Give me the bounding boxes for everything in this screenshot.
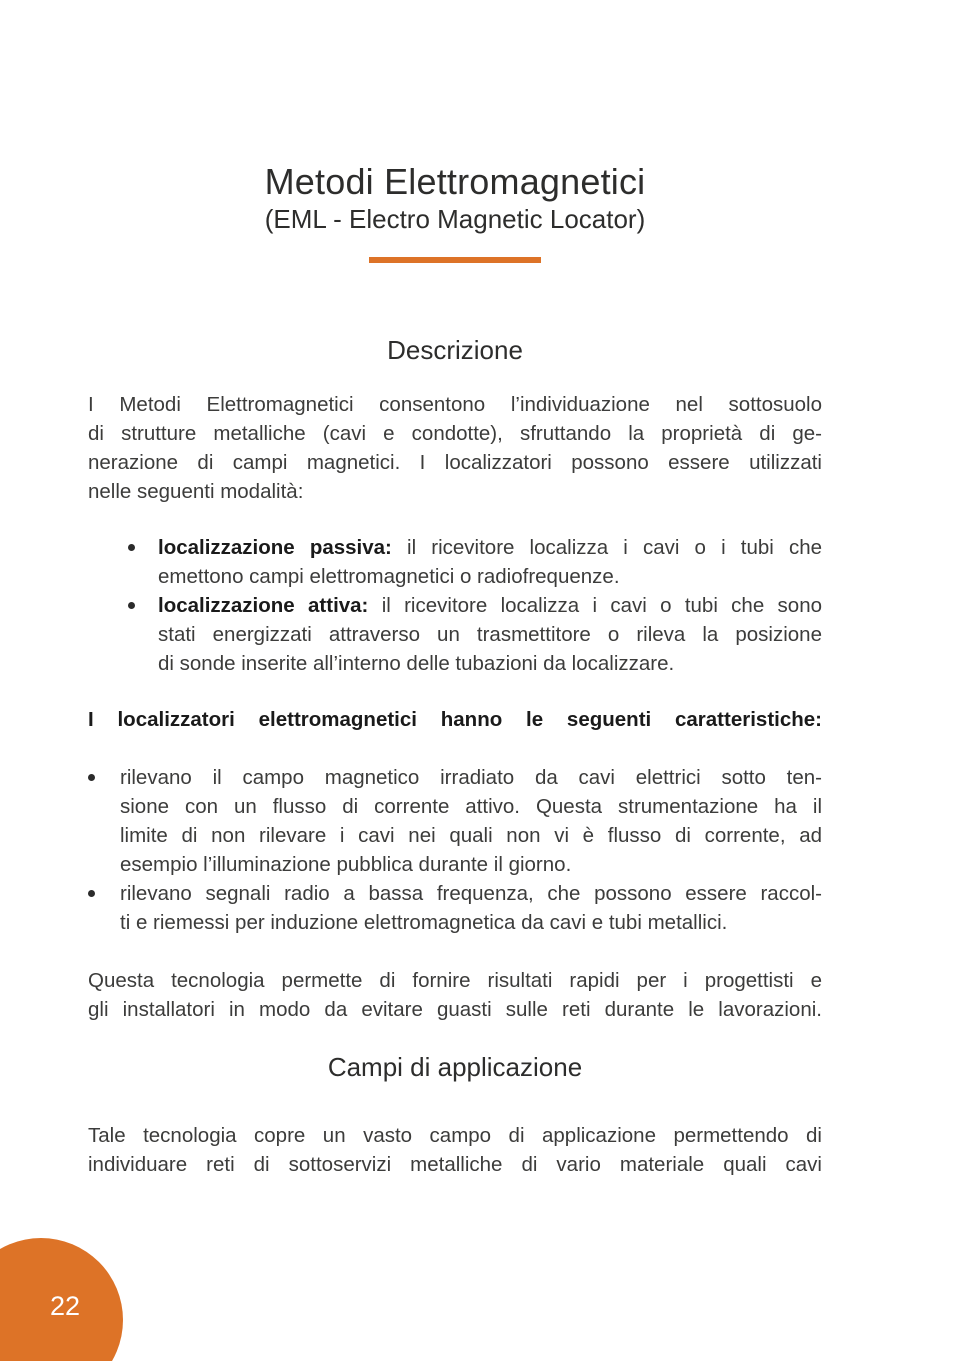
text-line: nerazione di campi magnetici. I localizzatori possono essere utilizzati xyxy=(88,451,822,474)
title-divider xyxy=(369,257,541,263)
text-line: gli installatori in modo da evitare guasti sulle reti durante le lavorazioni. xyxy=(88,998,822,1021)
characteristics-lead: I localizzatori elettromagnetici hanno le seguenti caratteristiche: xyxy=(88,708,822,731)
list-item-text xyxy=(88,591,822,678)
text-line: stati energizzati attraverso un trasmettitore o rileva la posizione xyxy=(158,623,822,646)
bullet-icon xyxy=(128,602,135,609)
text-line: limite di non rilevare i cavi nei quali non vi è flusso di corrente, ad xyxy=(120,824,822,847)
bullet-icon xyxy=(88,774,95,781)
paragraph-campi xyxy=(88,1121,822,1179)
list-item-text xyxy=(88,763,822,879)
document-subtitle: (EML - Electro Magnetic Locator) xyxy=(264,204,646,234)
list-item xyxy=(88,879,822,937)
text-line: I Metodi Elettromagnetici consentono l’individuazione nel sottosuolo xyxy=(88,393,822,416)
text-line: sione con un flusso di corrente attivo. Questa strumentazione ha il xyxy=(120,795,822,818)
list-item xyxy=(88,533,822,591)
text-line: localizzazione attiva: il ricevitore localizza i cavi o tubi che sono xyxy=(158,594,822,617)
page-number: 22 xyxy=(50,1291,81,1321)
document-title: Metodi Elettromagnetici xyxy=(264,161,646,202)
section-heading-campi: Campi di applicazione xyxy=(327,1052,583,1082)
bullet-icon xyxy=(88,890,95,897)
paragraph-intro xyxy=(88,390,822,506)
text-line: nelle seguenti modalità: xyxy=(88,480,304,503)
text-line: di sonde inserite all’interno delle tubazioni da localizzare. xyxy=(158,652,675,675)
list-item xyxy=(88,763,822,879)
list-item xyxy=(88,591,822,678)
text-line: ti e riemessi per induzione elettromagnetica da cavi e tubi metallici. xyxy=(120,911,728,934)
text-line: Questa tecnologia permette di fornire risultati rapidi per i progettisti e xyxy=(88,969,822,992)
modes-list xyxy=(88,533,822,678)
content-column xyxy=(88,0,822,1179)
text-line: Tale tecnologia copre un vasto campo di applicazione permettendo di xyxy=(88,1124,822,1147)
text-line: rilevano segnali radio a bassa frequenza, che possono essere raccol- xyxy=(120,882,822,905)
text-line: emettono campi elettromagnetici o radiofrequenze. xyxy=(158,565,620,588)
text-line: di strutture metalliche (cavi e condotte), sfruttando la proprietà di ge- xyxy=(88,422,822,445)
list-item-text xyxy=(88,879,822,937)
text-line: localizzazione passiva: il ricevitore localizza i cavi o i tubi che xyxy=(158,536,823,559)
text-line: rilevano il campo magnetico irradiato da cavi elettrici sotto ten- xyxy=(120,766,822,789)
paragraph-closing xyxy=(88,966,822,1024)
characteristics-list xyxy=(88,763,822,937)
section-heading-descrizione: Descrizione xyxy=(387,335,523,365)
text-line: individuare reti di sottoservizi metalliche di vario materiale quali cavi xyxy=(88,1153,822,1176)
list-item-text xyxy=(88,533,822,591)
bullet-icon xyxy=(128,544,135,551)
text-line: esempio l’illuminazione pubblica durante il giorno. xyxy=(120,853,572,876)
